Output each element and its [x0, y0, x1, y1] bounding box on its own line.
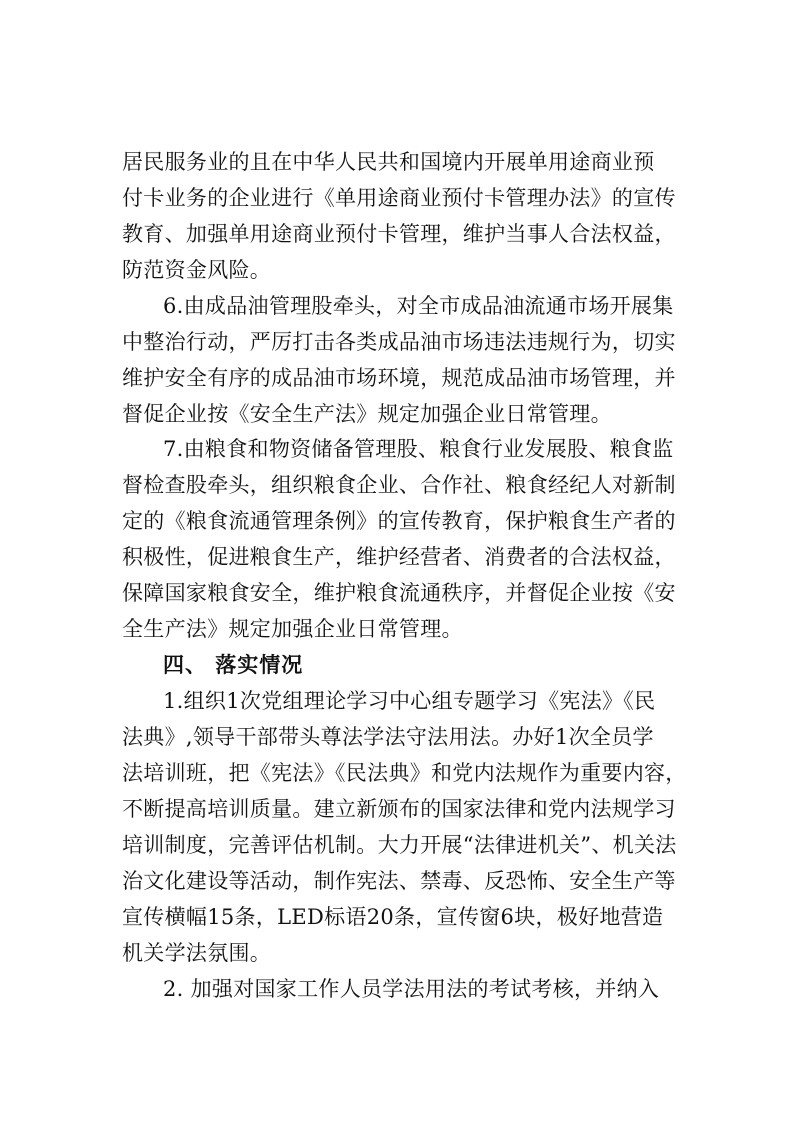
body-text-line: 6.由成品油管理股牵头，对全市成品油流通市场开展集 [163, 294, 674, 318]
body-text-line: 教育、加强单用途商业预付卡管理，维护当事人合法权益， [122, 222, 676, 246]
body-text-line: 机关学法氛围。 [122, 941, 272, 965]
body-text-line: 1.组织1次党组理论学习中心组专题学习《宪法》《民 [163, 689, 656, 713]
body-text-line: 2. 加强对国家工作人员学法用法的考试考核，并纳入 [163, 977, 660, 1001]
body-text-line: 防范资金风险。 [122, 258, 272, 282]
body-text-line: 不断提高培训质量。建立新颁布的国家法律和党内法规学习 [122, 797, 676, 821]
body-text-line: 法典》,领导干部带头尊法学法守法用法。办好1次全员学 [122, 725, 654, 749]
body-text-line: 法培训班，把《宪法》《民法典》和党内法规作为重要内容， [122, 761, 687, 785]
body-text-line: 积极性，促进粮食生产，维护经营者、消费者的合法权益， [122, 545, 676, 569]
body-text-line: 督促企业按《安全生产法》规定加强企业日常管理。 [122, 402, 612, 426]
section-heading: 四、 落实情况 [163, 653, 304, 677]
body-text-line: 居民服务业的且在中华人民共和国境内开展单用途商业预 [122, 150, 655, 174]
body-text-line: 定的《粮食流通管理条例》的宣传教育，保护粮食生产者的 [122, 509, 676, 533]
body-text-line: 中整治行动，严厉打击各类成品油市场违法违规行为，切实 [122, 330, 676, 354]
body-text-line: 保障国家粮食安全，维护粮食流通秩序，并督促企业按《安 [122, 581, 676, 605]
body-text-line: 督检查股牵头，组织粮食企业、合作社、粮食经纪人对新制 [122, 473, 676, 497]
body-text-line: 付卡业务的企业进行《单用途商业预付卡管理办法》的宣传 [122, 186, 676, 210]
body-text-line: 全生产法》规定加强企业日常管理。 [122, 617, 463, 641]
body-text-line: 治文化建设等活动，制作宪法、禁毒、反恐怖、安全生产等 [122, 869, 676, 893]
body-text-line: 培训制度，完善评估机制。大力开展“法律进机关”、机关法 [122, 833, 677, 857]
body-text-line: 宣传横幅15条，LED标语20条，宣传窗6块，极好地营造 [122, 905, 664, 929]
body-text-line: 维护安全有序的成品油市场环境，规范成品油市场管理，并 [122, 366, 676, 390]
body-text-line: 7.由粮食和物资储备管理股、粮食行业发展股、粮食监 [163, 437, 674, 461]
